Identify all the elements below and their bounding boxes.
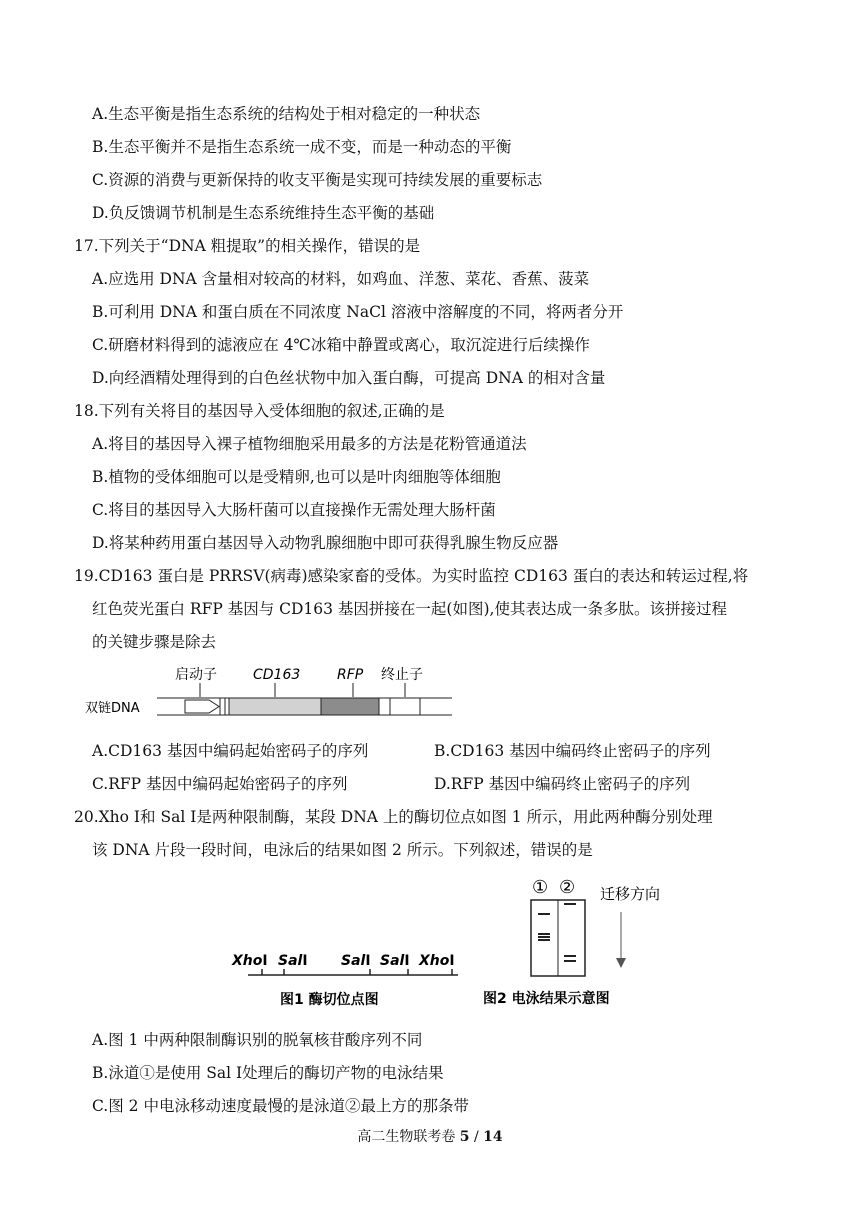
q16-option-a: A.生态平衡是指生态系统的结构处于相对稳定的一种状态 bbox=[92, 105, 481, 123]
q20-stem-line-2: 该 DNA 片段一段时间，电泳后的结果如图 2 所示。下列叙述，错误的是 bbox=[92, 841, 593, 859]
q20-option-b: B.泳道①是使用 Sal Ⅰ处理后的酶切产物的电泳结果 bbox=[92, 1064, 444, 1082]
lane2-band-bottom bbox=[564, 955, 576, 957]
q19-stem-line-1: 19.CD163 蛋白是 PRRSV(病毒)感染家畜的受体。为实时监控 CD163 蛋白的表达和转运过程,将 bbox=[74, 567, 749, 585]
fig2-caption: 图2 电泳结果示意图 bbox=[483, 991, 610, 1007]
site-label-sal-2: Sal bbox=[341, 953, 366, 969]
q19-stem-line-2: 红色荧光蛋白 RFP 基因与 CD163 基因拼接在一起(如图),使其表达成一条多肽。该拼接过程 bbox=[92, 600, 727, 618]
q19-stem-line-3: 的关键步骤是除去 bbox=[92, 633, 217, 651]
q20-stem-line-1: 20.Xho Ⅰ和 Sal Ⅰ是两种限制酶，某段 DNA 上的酶切位点如图 1 所示，用此两种酶分别处理 bbox=[74, 808, 713, 826]
q17-option-c: C.研磨材料得到的滤液应在 4℃冰箱中静置或离心，取沉淀进行后续操作 bbox=[92, 336, 590, 354]
lane2-band-top bbox=[564, 903, 576, 905]
footer-page-total: 14 bbox=[483, 1129, 503, 1145]
q16-option-c: C.资源的消费与更新保持的收支平衡是实现可持续发展的重要标志 bbox=[92, 171, 543, 189]
terminator-label: 终止子 bbox=[381, 667, 423, 683]
q19-option-a: A.CD163 基因中编码起始密码子的序列 bbox=[92, 742, 369, 760]
q17-option-b: B.可利用 DNA 和蛋白质在不同浓度 NaCl 溶液中溶解度的不同，将两者分开 bbox=[92, 303, 624, 321]
q17-option-d: D.向经酒精处理得到的白色丝状物中加入蛋白酶，可提高 DNA 的相对含量 bbox=[92, 369, 606, 387]
q18-option-d: D.将某种药用蛋白基因导入动物乳腺细胞中即可获得乳腺生物反应器 bbox=[92, 534, 559, 552]
q20-option-c: C.图 2 中电泳移动速度最慢的是泳道②最上方的那条带 bbox=[92, 1097, 469, 1115]
svg-text:XhoⅠ: XhoⅠ bbox=[419, 953, 455, 969]
q20-option-a: A.图 1 中两种限制酶识别的脱氧核苷酸序列不同 bbox=[92, 1031, 423, 1049]
q17-option-a: A.应选用 DNA 含量相对较高的材料，如鸡血、洋葱、菜花、香蕉、菠菜 bbox=[92, 270, 590, 288]
site-label-xho-1: Xho bbox=[232, 953, 263, 969]
q20-fig1-site-map bbox=[230, 945, 470, 1013]
site-label-sal-1: Sal bbox=[278, 953, 303, 969]
site-label-sal-3: Sal bbox=[380, 953, 405, 969]
lane1-band-top bbox=[538, 913, 550, 915]
q19-option-d: D.RFP 基因中编码终止密码子的序列 bbox=[434, 775, 691, 793]
q19-option-c: C.RFP 基因中编码起始密码子的序列 bbox=[92, 775, 348, 793]
q18-stem: 18.下列有关将目的基因导入受体细胞的叙述,正确的是 bbox=[74, 402, 445, 420]
q18-option-b: B.植物的受体细胞可以是受精卵,也可以是叶肉细胞等体细胞 bbox=[92, 468, 501, 486]
svg-text:SalⅠ: SalⅠ bbox=[278, 953, 308, 969]
svg-text:SalⅠ: SalⅠ bbox=[341, 953, 371, 969]
footer-page-number: 5 bbox=[459, 1129, 470, 1145]
rfp-label: RFP bbox=[337, 667, 364, 683]
lane1-band-cluster bbox=[538, 933, 550, 935]
lane-2-label: ② bbox=[559, 877, 576, 898]
svg-text:XhoⅠ: XhoⅠ bbox=[232, 953, 268, 969]
q19-gene-figure bbox=[85, 655, 465, 730]
footer-title: 高二生物联考卷 bbox=[357, 1129, 456, 1145]
q20-fig2-electrophoresis bbox=[475, 870, 695, 1015]
promoter-arrow-icon bbox=[185, 700, 219, 713]
site-label-xho-2: Xho bbox=[419, 953, 450, 969]
svg-text:SalⅠ: SalⅠ bbox=[380, 953, 410, 969]
lane-1-label: ① bbox=[532, 877, 549, 898]
fig1-caption: 图1 酶切位点图 bbox=[280, 992, 379, 1008]
promoter-label: 启动子 bbox=[175, 667, 217, 683]
q17-stem: 17.下列关于“DNA 粗提取”的相关操作，错误的是 bbox=[74, 237, 421, 255]
page-footer: 高二生物联考卷 5 / 14 bbox=[357, 1129, 503, 1145]
q16-option-d: D.负反馈调节机制是生态系统维持生态平衡的基础 bbox=[92, 204, 435, 222]
double-strand-dna-label: 双链DNA bbox=[85, 701, 140, 716]
q19-option-b: B.CD163 基因中编码终止密码子的序列 bbox=[434, 742, 711, 760]
q16-option-b: B.生态平衡并不是指生态系统一成不变，而是一种动态的平衡 bbox=[92, 138, 512, 156]
rfp-gene-block bbox=[321, 698, 379, 715]
migration-direction-label: 迁移方向 bbox=[600, 885, 661, 903]
cd163-label: CD163 bbox=[253, 667, 301, 683]
q18-option-c: C.将目的基因导入大肠杆菌可以直接操作无需处理大肠杆菌 bbox=[92, 501, 496, 519]
q18-option-a: A.将目的基因导入裸子植物细胞采用最多的方法是花粉管通道法 bbox=[92, 435, 527, 453]
cd163-gene-block bbox=[229, 698, 321, 715]
terminator-block bbox=[390, 698, 420, 715]
